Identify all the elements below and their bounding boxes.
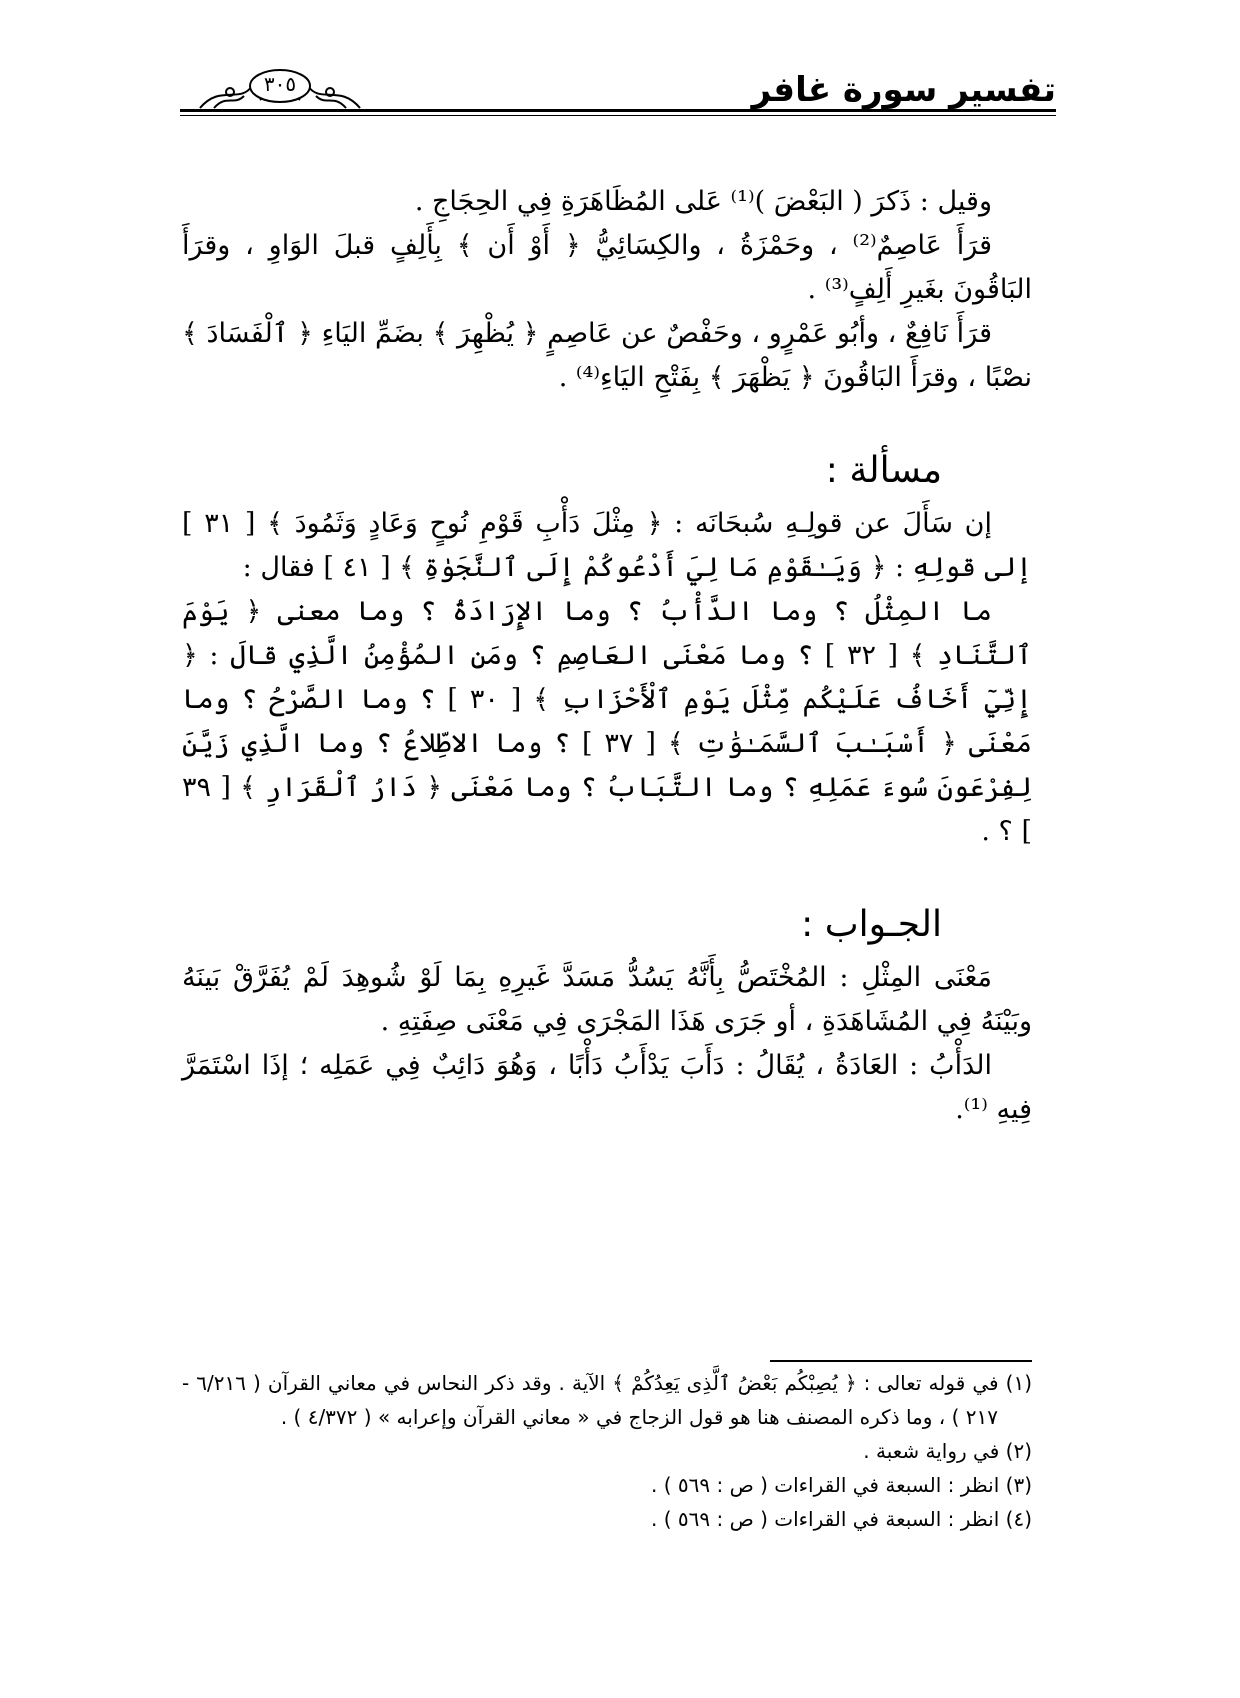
paragraph-2: قرَأَ عَاصِمٌ⁽²⁾ ، وحَمْزَةُ ، والكِسَائِيُّ ﴿ أَوْ أَن ﴾ بِأَلِفٍ قبلَ الوَاوِ ، وقرَأَ البَاقُونَ بغَيرِ أَلِفٍ⁽³⁾ .: [182, 230, 1032, 305]
spacer: [182, 854, 1032, 894]
paragraph-7: الدَأْبُ : العَادَةُ ، يُقَالُ : دَأَبَ يَدْأَبُ دَأْبًا ، وَهُوَ دَائِبٌ فِي عَمَلِه ؛ إذَا اسْتَمَرَّ فِيهِ ⁽¹⁾.: [182, 1050, 1032, 1125]
header-rule-thin: [180, 115, 1056, 116]
paragraph-1: وقيل : ذَكرَ ( البَعْضَ )⁽¹⁾ عَلى المُظَاهَرَةِ فِي الحِجَاجِ .: [414, 186, 992, 217]
paragraph-4: إن سَأَلَ عن قولِـهِ سُبحَانَه : ﴿ مِثْلَ دَأْبِ قَوْمِ نُوحٍ وَعَادٍ وَثَمُودَ ﴾ [ ٣١ ] إلى قولِهِ : ﴿ وَيَـٰقَوْمِ مَا لِيَ أَدْعُوكُمْ إِلَى ٱلنَّجَوٰةِ ﴾ [ ٤١ ] فقال :: [182, 508, 1032, 583]
paragraph-6: مَعْنَى المِثْلِ : المُخْتَصُّ بِأَنَّهُ يَسُدُّ مَسَدَّ غَيرِهِ بِمَا لَوْ شُوهِدَ لَمْ يُفَرَّقْ بَينَهُ وبَيْنَهُ فِي المُشَاهَدَةِ ، أو جَرَى هَذَا المَجْرَى فِي مَعْنَى صِفَتِهِ .: [182, 962, 1032, 1037]
page-title: تفسير سورة غافر: [751, 70, 1056, 110]
footnote-2: (٢) في رواية شعبة .: [863, 1439, 1032, 1463]
footnote-4: (٤) انظر : السبعة في القراءات ( ص : ٥٦٩ ) .: [651, 1507, 1032, 1531]
footnote-separator: [770, 1360, 1032, 1362]
page-header: [180, 64, 1056, 120]
section-heading-answer: الجـواب :: [801, 904, 942, 945]
spacer: [182, 400, 1032, 440]
footnotes: [182, 1366, 1032, 1536]
page-number: ٣٠٥: [263, 72, 297, 96]
main-text: [182, 180, 1032, 1132]
footnote-3: (٣) انظر : السبعة في القراءات ( ص : ٥٦٩ ) .: [651, 1473, 1032, 1497]
paragraph-3: قرَأَ نَافِعٌ ، وأبُو عَمْرٍو ، وحَفْصٌ عن عَاصِمٍ ﴿ يُظْهِرَ ﴾ بضَمِّ اليَاءِ ﴿ ٱلْفَسَادَ ﴾ نصْبًا ، وقرَأَ البَاقُونَ ﴿ يَظْهَرَ ﴾ بِفَتْحِ اليَاءِ⁽⁴⁾ .: [182, 318, 1032, 393]
section-heading-question: مسألة :: [825, 450, 942, 491]
footnote-1: (١) في قوله تعالى : ﴿ يُصِبْكُم بَعْضُ ٱلَّذِى يَعِدُكُمْ ﴾ الآية . وقد ذكر النحاس في معاني القرآن ( ٦/٢١٦ - ٢١٧ ) ، وما ذكره المصنف هنا هو قول الزجاج في « معاني القرآن وإعرابه » ( ٤/٣٧٢ ) .: [182, 1371, 1032, 1429]
header-rule: [180, 109, 1056, 112]
paragraph-5: ما المِثْلُ ؟ وما الدَّأْبُ ؟ وما الإِرَادَةُ ؟ وما معنى ﴿ يَوْمَ ٱلتَّنَادِ ﴾ [ ٣٢ ] ؟ وما مَعْنَى العَاصِمِ ؟ ومَنِ المُؤْمِنُ الَّذِي قالَ : ﴿ إِنِّيٓ أَخَافُ عَلَيْكُم مِّثْلَ يَوْمِ ٱلْأَحْزَابِ ﴾ [ ٣٠ ] ؟ وما الصَّرْحُ ؟ وما مَعْنَى ﴿ أَسْبَـٰبَ ٱلسَّمَـٰوَٰتِ ﴾ [ ٣٧ ] ؟ وما الاطِّلاعُ ؟ وما الَّذِي زَيَّنَ لِفِرْعَونَ سُوءَ عَمَلِهِ ؟ وما التَّبَابُ ؟ وما مَعْنَى ﴿ دَارُ ٱلْقَرَارِ ﴾ [ ٣٩ ] ؟ .: [182, 596, 1032, 847]
